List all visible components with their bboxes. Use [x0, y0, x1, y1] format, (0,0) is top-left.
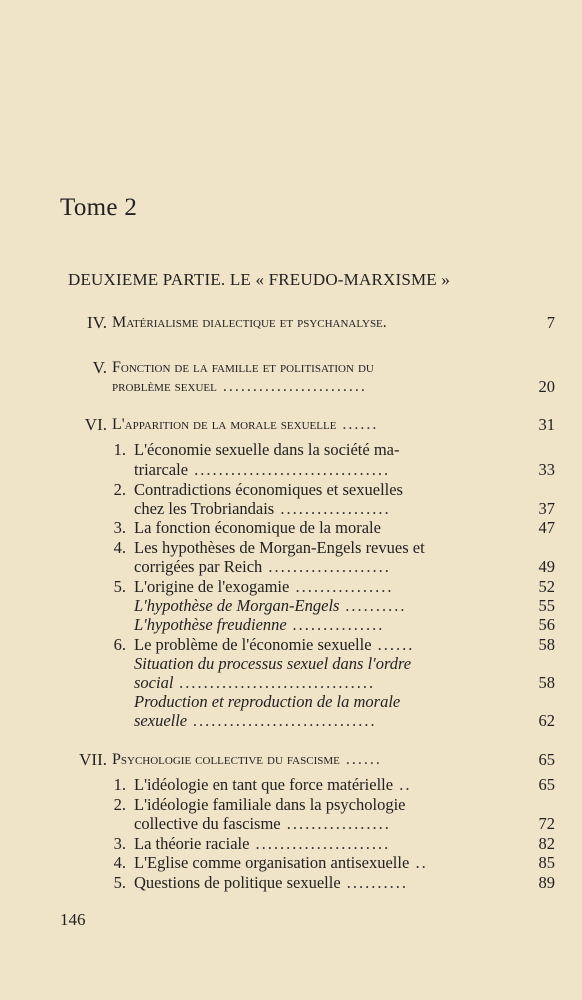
toc-entry-page: 47 — [538, 518, 555, 537]
toc-entry-title — [112, 358, 506, 378]
toc-entry-page: 52 — [538, 577, 555, 596]
toc-entry-title — [134, 577, 506, 597]
toc-entry-number: 3. — [113, 834, 126, 853]
toc-entry-page: 7 — [546, 313, 555, 332]
toc-entry-text: chez les Trobriandais — [134, 499, 275, 518]
toc-entry — [0, 853, 582, 873]
toc-entry — [0, 615, 582, 635]
toc-entry-text: Le problème de l'économie sexuelle — [134, 635, 372, 654]
toc-entry-page: 58 — [538, 635, 555, 654]
toc-entry-title — [134, 518, 506, 538]
toc-entry — [0, 377, 582, 397]
leader-dots: ................................ — [188, 460, 391, 479]
toc-entry — [0, 415, 582, 435]
toc-entry-title — [134, 538, 506, 558]
leader-dots: ...................... — [249, 834, 391, 853]
toc-entry — [0, 557, 582, 577]
toc-entry-text: L'origine de l'exogamie — [134, 577, 290, 596]
toc-entry — [0, 460, 582, 480]
toc-entry-text: social — [134, 673, 174, 692]
toc-entry-text: Production et reproduction de la morale — [134, 692, 401, 711]
toc-entry — [0, 873, 582, 893]
toc-entry-page: 89 — [538, 873, 555, 892]
part-title: DEUXIEME PARTIE. LE « FREUDO-MARXISME » — [68, 270, 451, 289]
toc-entry — [0, 538, 582, 558]
toc-entry-title — [134, 635, 506, 655]
leader-dots: ...... — [336, 416, 379, 433]
toc-entry — [0, 480, 582, 500]
leader-dots: .. — [393, 775, 412, 794]
leader-dots: ................ — [289, 577, 394, 596]
toc-entry-page: 31 — [538, 415, 555, 434]
toc-entry-text: L'économie sexuelle dans la société ma- — [134, 440, 400, 459]
toc-entry-page: 72 — [538, 814, 555, 833]
toc-entry-page: 37 — [538, 499, 555, 518]
toc-entry — [0, 596, 582, 616]
toc-entry-title — [134, 596, 506, 616]
toc-entry-number: 4. — [113, 538, 126, 557]
toc-entry-title — [134, 814, 506, 834]
toc-entry-text: L'apparition de la morale sexuelle — [112, 416, 337, 433]
leader-dots: ...... — [339, 751, 382, 768]
toc-entry-page: 62 — [538, 711, 555, 730]
toc-entry — [0, 834, 582, 854]
toc-entry — [0, 499, 582, 519]
toc-entry-text: Fonction de la famille et politisation du — [112, 359, 374, 376]
toc-entry-text: L'hypothèse de Morgan-Engels — [134, 596, 340, 615]
leader-dots: ................. — [280, 814, 391, 833]
toc-entry-title — [112, 750, 506, 770]
toc-entry-title — [112, 377, 506, 397]
toc-entry-title — [134, 460, 506, 480]
toc-entry-page: 85 — [538, 853, 555, 872]
toc-entry-text: L'idéologie en tant que force matérielle — [134, 775, 394, 794]
toc-entry-title — [134, 853, 506, 873]
toc-entry-text: problème sexuel — [112, 378, 217, 395]
toc-entry-page: 65 — [538, 750, 555, 769]
toc-entry-title — [134, 557, 506, 577]
toc-entry-title — [134, 480, 506, 500]
toc-entry-title — [134, 673, 506, 693]
leader-dots: .. — [409, 853, 428, 872]
toc-entry-page: 49 — [538, 557, 555, 576]
toc-entry-title — [134, 775, 506, 795]
toc-entry-text: Contradictions économiques et sexuelles — [134, 480, 403, 499]
toc-entry — [0, 518, 582, 538]
toc-entry — [0, 635, 582, 655]
toc-entry-text: corrigées par Reich — [134, 557, 263, 576]
toc-entry-number: 1. — [113, 440, 126, 459]
toc-entry-page: 56 — [538, 615, 555, 634]
toc-entry-title — [134, 873, 506, 893]
toc-entry-text: La théorie raciale — [134, 834, 250, 853]
page-number: 146 — [60, 910, 86, 929]
toc-entry-page: 65 — [538, 775, 555, 794]
toc-entry-text: sexuelle — [134, 711, 188, 730]
toc-entry-page: 33 — [538, 460, 555, 479]
leader-dots: .......... — [339, 596, 407, 615]
toc-entry-text: Les hypothèses de Morgan-Engels revues et — [134, 538, 425, 557]
toc-entry-title — [112, 313, 506, 333]
toc-entry-text: collective du fascisme — [134, 814, 281, 833]
tome-heading: Tome 2 — [60, 194, 138, 221]
leader-dots: ................................ — [173, 673, 376, 692]
toc-entry — [0, 577, 582, 597]
leader-dots: ...... — [371, 635, 415, 654]
leader-dots: .................. — [274, 499, 391, 518]
leader-dots: .................... — [262, 557, 391, 576]
toc-entry-number: 1. — [113, 775, 126, 794]
toc-entry-title — [134, 615, 506, 635]
toc-entry-page: 20 — [538, 377, 555, 396]
toc-entry — [0, 750, 582, 770]
toc-entry-page: 82 — [538, 834, 555, 853]
toc-entry-number: 2. — [113, 795, 126, 814]
toc-entry-number: 5. — [113, 577, 126, 596]
toc-entry-title — [134, 440, 506, 460]
toc-entry-number: VI. — [84, 415, 107, 434]
toc-entry-title — [134, 654, 506, 674]
toc-entry-text: La fonction économique de la morale — [134, 518, 381, 537]
toc-entry-number: IV. — [87, 313, 107, 332]
toc-entry-title — [134, 499, 506, 519]
toc-entry-text: Questions de politique sexuelle — [134, 873, 341, 892]
toc-entry-text: Situation du processus sexuel dans l'ordre — [134, 654, 412, 673]
toc-entry-number: VII. — [79, 750, 107, 769]
leader-dots: ............... — [286, 615, 385, 634]
toc-entry-text: L'Eglise comme organisation antisexuelle — [134, 853, 410, 872]
toc-entry-number: 2. — [113, 480, 126, 499]
toc-entry — [0, 814, 582, 834]
leader-dots: .......... — [340, 873, 409, 892]
toc-entry-title — [134, 692, 506, 712]
toc-entry — [0, 358, 582, 378]
toc-entry-title — [134, 795, 506, 815]
toc-entry-text: Matérialisme dialectique et psychanalyse. — [112, 314, 387, 331]
toc-entry — [0, 711, 582, 731]
toc-entry-text: L'hypothèse freudienne — [134, 615, 287, 634]
leader-dots: .............................. — [187, 711, 378, 730]
toc-entry — [0, 775, 582, 795]
toc-entry-text: L'idéologie familiale dans la psychologie — [134, 795, 406, 814]
toc-entry-number: V. — [92, 358, 107, 377]
leader-dots: ........................ — [216, 378, 367, 395]
toc-entry — [0, 692, 582, 712]
toc-entry-text: triarcale — [134, 460, 189, 479]
toc-entry — [0, 654, 582, 674]
toc-entry-page: 58 — [538, 673, 555, 692]
toc-entry-number: 3. — [113, 518, 126, 537]
toc-entry — [0, 795, 582, 815]
toc-entry-number: 6. — [113, 635, 126, 654]
toc-entry — [0, 440, 582, 460]
toc-entry-title — [134, 711, 506, 731]
toc-entry-number: 4. — [113, 853, 126, 872]
toc-entry — [0, 673, 582, 693]
toc-entry-number: 5. — [113, 873, 126, 892]
toc-entry-page: 55 — [538, 596, 555, 615]
toc-entry-title — [112, 415, 506, 435]
toc-entry — [0, 313, 582, 333]
toc-entry-text: Psychologie collective du fascisme — [112, 751, 340, 768]
toc-entry-title — [134, 834, 506, 854]
